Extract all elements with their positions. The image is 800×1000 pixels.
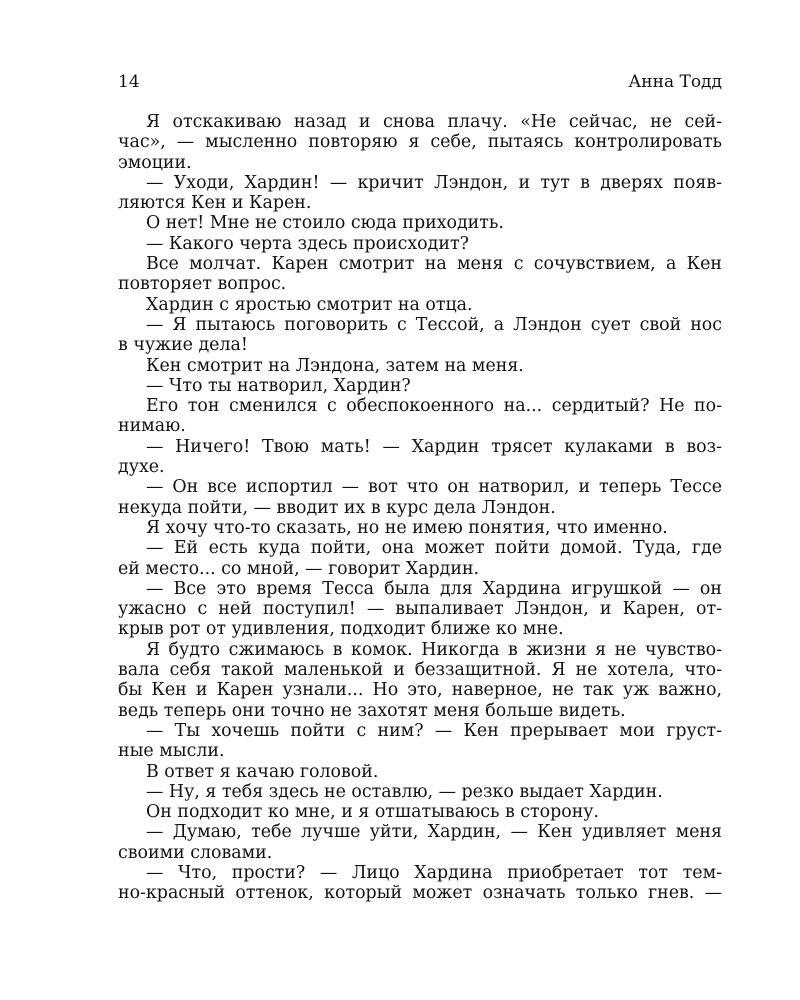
text-line: Я отскакиваю назад и снова плачу. «Не сейчас, не сей- [146,112,722,132]
text-line: — Уходи, Хардин! — кричит Лэндон, и тут в дверях появ- [146,172,722,193]
text-line: ведь теперь они точно не захотят меня больше видеть. [118,700,626,721]
text-line: — Думаю, тебе лучше уйти, Хардин, — Кен удивляет меня [146,822,722,843]
text-line: — Ничего! Твою мать! — Хардин трясет кулаками в воз- [146,436,722,457]
text-line: О нет! Мне не стоило сюда приходить. [146,213,504,234]
text-line: но-красный оттенок, который может означать только гнев. — [118,883,722,904]
text-line: в чужие дела! [118,335,248,356]
text-line: ные мысли. [118,741,225,762]
text-line: эмоции. [118,152,192,173]
body-text [118,112,722,904]
text-line: час», — мысленно повторяю я себе, пытаясь контролировать [118,132,722,153]
text-line: — Все это время Тесса была для Хардина игрушкой — он [146,578,722,599]
text-line: духе. [118,457,165,478]
text-line: — Ей есть куда пойти, она может пойти домой. Туда, где [146,538,722,559]
text-line: вала себя такой маленькой и беззащитной. Я не хотела, что- [118,660,722,681]
page-number: 14 [118,72,140,92]
text-line: В ответ я качаю головой. [146,761,379,782]
text-line: Все молчат. Карен смотрит на меня с сочувствием, а Кен [146,254,722,275]
text-line: повторяет вопрос. [118,274,287,295]
text-line: своими словами. [118,842,273,863]
text-line: нимаю. [118,416,186,437]
text-line: ужасно с ней поступил! — выпаливает Лэндон, и Карен, от- [118,599,722,620]
text-line: Хардин с яростью смотрит на отца. [146,294,473,315]
text-line: некуда пойти, — вводит их в курс дела Лэндон. [118,497,556,518]
text-line: — Что, прости? — Лицо Хардина приобретает тот тем- [146,862,722,883]
text-line: — Я пытаюсь поговорить с Тессой, а Лэндон сует свой нос [146,314,722,335]
text-line: Кен смотрит на Лэндона, затем на меня. [146,355,524,376]
page-header [118,70,722,94]
running-head-author: Анна Тодд [628,72,722,92]
text-line: Я хочу что-то сказать, но не имею понятия, что именно. [146,517,668,538]
text-line: — Он все испортил — вот что он натворил, и теперь Тессе [146,477,722,498]
text-line: Его тон сменился с обеспокоенного на... сердитый? Не по- [146,396,722,417]
text-line: — Ну, я тебя здесь не оставлю, — резко выдает Хардин. [146,781,663,802]
text-line: ей место... со мной, — говорит Хардин. [118,558,480,579]
text-line: бы Кен и Карен узнали... Но это, наверное, не так уж важно, [118,680,722,701]
text-line: — Ты хочешь пойти с ним? — Кен прерывает мои груст- [146,720,722,741]
text-line: ляются Кен и Карен. [118,193,312,214]
text-line: крыв рот от удивления, подходит ближе ко мне. [118,619,564,640]
text-line: — Что ты натворил, Хардин? [146,375,411,396]
text-line: Он подходит ко мне, и я отшатываюсь в сторону. [146,802,600,823]
text-line: Я будто сжимаюсь в комок. Никогда в жизни я не чувство- [146,639,722,660]
text-line: — Какого черта здесь происходит? [146,233,469,254]
